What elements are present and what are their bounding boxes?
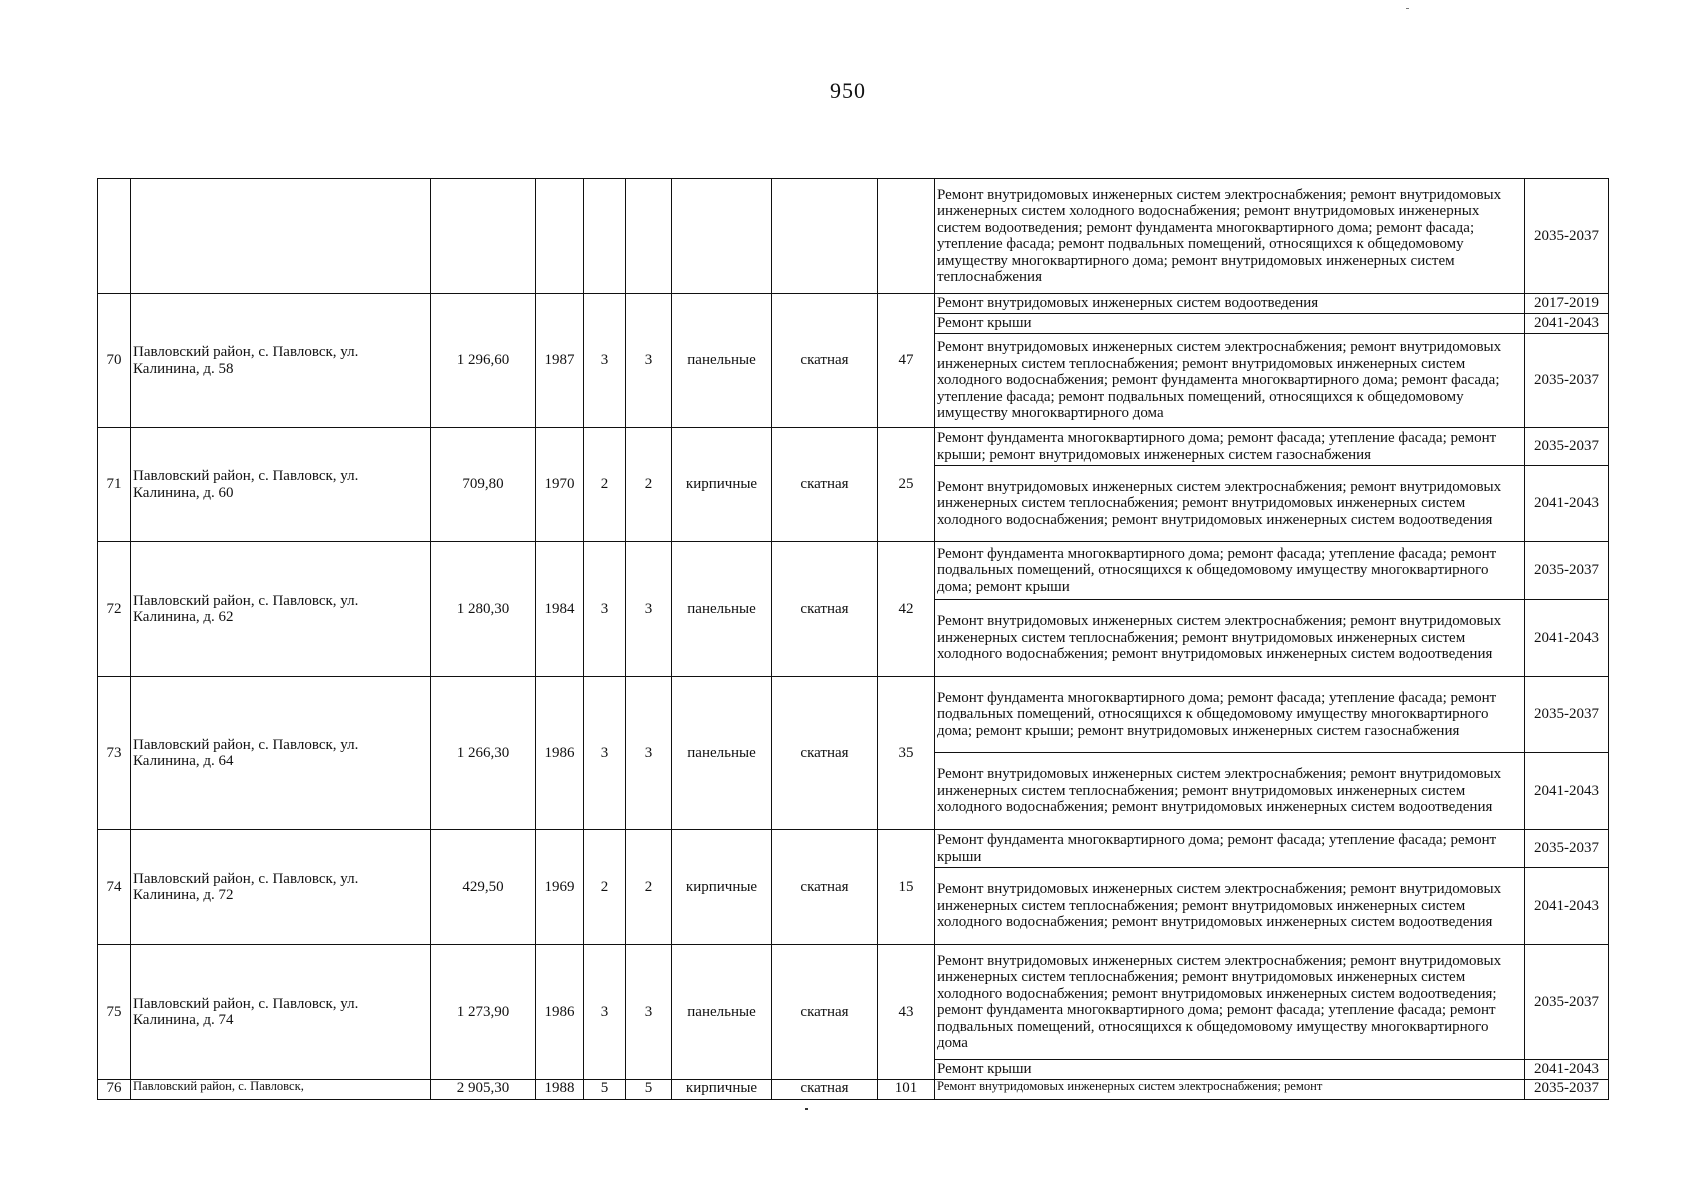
roof-type-cell: скатная <box>772 677 878 830</box>
work-description-cell: Ремонт фундамента многоквартирного дома; ремонт фасада; утепление фасада; ремонт крыши; ремонт внутридомовых инженерных систем газоснабжения <box>935 428 1525 466</box>
wall-material-cell: панельные <box>672 945 772 1080</box>
work-period-cell: 2035-2037 <box>1525 677 1609 753</box>
apartments-count-cell: 42 <box>878 542 935 677</box>
wall-material-cell: кирпичные <box>672 1080 772 1100</box>
total-area-cell: 2 905,30 <box>431 1080 536 1100</box>
total-area-cell <box>431 179 536 294</box>
work-period-cell: 2035-2037 <box>1525 428 1609 466</box>
total-area-cell: 1 273,90 <box>431 945 536 1080</box>
work-period-cell: 2035-2037 <box>1525 334 1609 428</box>
wall-material-cell <box>672 179 772 294</box>
row-number-cell: 70 <box>98 294 131 428</box>
row-number-cell: 71 <box>98 428 131 542</box>
address-cell: Павловский район, с. Павловск, ул. Калинина, д. 72 <box>131 830 431 945</box>
table-row <box>98 677 1609 753</box>
work-period-cell: 2041-2043 <box>1525 1060 1609 1080</box>
table-row <box>98 1080 1609 1100</box>
apartments-count-cell: 101 <box>878 1080 935 1100</box>
roof-type-cell <box>772 179 878 294</box>
scan-speck <box>805 1108 808 1110</box>
table-row <box>98 179 1609 294</box>
work-period-cell: 2017-2019 <box>1525 294 1609 314</box>
wall-material-cell: кирпичные <box>672 830 772 945</box>
wall-material-cell: панельные <box>672 542 772 677</box>
row-number-cell: 74 <box>98 830 131 945</box>
table-row <box>98 542 1609 600</box>
work-description-cell: Ремонт внутридомовых инженерных систем электроснабжения; ремонт <box>935 1080 1525 1100</box>
work-description-cell: Ремонт крыши <box>935 314 1525 334</box>
floors-count-cell: 5 <box>584 1080 626 1100</box>
work-period-cell: 2041-2043 <box>1525 868 1609 945</box>
work-description-cell: Ремонт крыши <box>935 1060 1525 1080</box>
page-number: 950 <box>830 78 866 103</box>
row-number-cell: 73 <box>98 677 131 830</box>
entrances-count-cell: 5 <box>626 1080 672 1100</box>
roof-type-cell: скатная <box>772 945 878 1080</box>
work-period-cell: 2041-2043 <box>1525 466 1609 542</box>
address-cell: Павловский район, с. Павловск, ул. Калинина, д. 64 <box>131 677 431 830</box>
work-description-cell: Ремонт внутридомовых инженерных систем электроснабжения; ремонт внутридомовых инженерных систем теплоснабжения; ремонт внутридомовых инженерных систем холодного водоснабжения; ремонт внутридомовых инженерных систем водоотведения <box>935 868 1525 945</box>
apartments-count-cell: 43 <box>878 945 935 1080</box>
work-period-cell: 2035-2037 <box>1525 945 1609 1060</box>
apartments-count-cell: 35 <box>878 677 935 830</box>
floors-count-cell: 3 <box>584 542 626 677</box>
work-description-cell: Ремонт внутридомовых инженерных систем водоотведения <box>935 294 1525 314</box>
table-row <box>98 294 1609 314</box>
work-period-cell: 2035-2037 <box>1525 1080 1609 1100</box>
work-period-cell: 2035-2037 <box>1525 179 1609 294</box>
repair-schedule-table <box>97 178 1609 1100</box>
entrances-count-cell: 3 <box>626 294 672 428</box>
apartments-count-cell: 25 <box>878 428 935 542</box>
work-period-cell: 2035-2037 <box>1525 830 1609 868</box>
apartments-count-cell: 15 <box>878 830 935 945</box>
address-cell: Павловский район, с. Павловск, ул. Калинина, д. 58 <box>131 294 431 428</box>
address-cell: Павловский район, с. Павловск, ул. Калинина, д. 74 <box>131 945 431 1080</box>
scan-speck <box>1406 8 1409 9</box>
address-cell: Павловский район, с. Павловск, <box>131 1080 431 1100</box>
entrances-count-cell: 3 <box>626 945 672 1080</box>
floors-count-cell: 3 <box>584 677 626 830</box>
roof-type-cell: скатная <box>772 428 878 542</box>
table-row <box>98 945 1609 1060</box>
floors-count-cell: 3 <box>584 945 626 1080</box>
roof-type-cell: скатная <box>772 1080 878 1100</box>
work-description-cell: Ремонт внутридомовых инженерных систем электроснабжения; ремонт внутридомовых инженерных систем теплоснабжения; ремонт внутридомовых инженерных систем холодного водоснабжения; ремонт внутридомовых инженерных систем водоотведения <box>935 753 1525 830</box>
entrances-count-cell: 2 <box>626 830 672 945</box>
roof-type-cell: скатная <box>772 542 878 677</box>
work-period-cell: 2041-2043 <box>1525 753 1609 830</box>
work-period-cell: 2041-2043 <box>1525 314 1609 334</box>
entrances-count-cell <box>626 179 672 294</box>
entrances-count-cell: 3 <box>626 542 672 677</box>
build-year-cell: 1986 <box>536 945 584 1080</box>
total-area-cell: 1 280,30 <box>431 542 536 677</box>
wall-material-cell: панельные <box>672 294 772 428</box>
row-number-cell: 76 <box>98 1080 131 1100</box>
work-description-cell: Ремонт внутридомовых инженерных систем электроснабжения; ремонт внутридомовых инженерных систем теплоснабжения; ремонт внутридомовых инженерных систем холодного водоснабжения; ремонт внутридомовых инженерных систем водоотведения <box>935 600 1525 677</box>
work-description-cell: Ремонт внутридомовых инженерных систем электроснабжения; ремонт внутридомовых инженерных систем теплоснабжения; ремонт внутридомовых инженерных систем холодного водоснабжения; ремонт внутридомовых инженерных систем водоотведения; ремонт фундамента многоквартирного дома; ремонт фасада; утепление фасада; ремонт подвальных помещений, относящихся к общедомовому имуществу многоквартирного дома <box>935 945 1525 1060</box>
work-period-cell: 2035-2037 <box>1525 542 1609 600</box>
table-row <box>98 830 1609 868</box>
table-row <box>98 428 1609 466</box>
total-area-cell: 709,80 <box>431 428 536 542</box>
row-number-cell <box>98 179 131 294</box>
floors-count-cell: 2 <box>584 830 626 945</box>
build-year-cell: 1969 <box>536 830 584 945</box>
address-cell: Павловский район, с. Павловск, ул. Калинина, д. 60 <box>131 428 431 542</box>
work-description-cell: Ремонт внутридомовых инженерных систем электроснабжения; ремонт внутридомовых инженерных систем холодного водоснабжения; ремонт внутридомовых инженерных систем водоотведения; ремонт фундамента многоквартирного дома; ремонт фасада; утепление фасада; ремонт подвальных помещений, относящихся к общедомовому имуществу многоквартирного дома; ремонт внутридомовых инженерных систем теплоснабжения <box>935 179 1525 294</box>
work-description-cell: Ремонт внутридомовых инженерных систем электроснабжения; ремонт внутридомовых инженерных систем теплоснабжения; ремонт внутридомовых инженерных систем холодного водоснабжения; ремонт внутридомовых инженерных систем водоотведения <box>935 466 1525 542</box>
build-year-cell <box>536 179 584 294</box>
work-period-cell: 2041-2043 <box>1525 600 1609 677</box>
build-year-cell: 1987 <box>536 294 584 428</box>
floors-count-cell: 3 <box>584 294 626 428</box>
apartments-count-cell: 47 <box>878 294 935 428</box>
build-year-cell: 1988 <box>536 1080 584 1100</box>
total-area-cell: 1 266,30 <box>431 677 536 830</box>
work-description-cell: Ремонт внутридомовых инженерных систем электроснабжения; ремонт внутридомовых инженерных систем теплоснабжения; ремонт внутридомовых инженерных систем холодного водоснабжения; ремонт фундамента многоквартирного дома; ремонт фасада; утепление фасада; ремонт подвальных помещений, относящихся к общедомовому имуществу многоквартирного дома <box>935 334 1525 428</box>
build-year-cell: 1984 <box>536 542 584 677</box>
address-cell: Павловский район, с. Павловск, ул. Калинина, д. 62 <box>131 542 431 677</box>
entrances-count-cell: 3 <box>626 677 672 830</box>
build-year-cell: 1986 <box>536 677 584 830</box>
floors-count-cell <box>584 179 626 294</box>
build-year-cell: 1970 <box>536 428 584 542</box>
total-area-cell: 1 296,60 <box>431 294 536 428</box>
total-area-cell: 429,50 <box>431 830 536 945</box>
floors-count-cell: 2 <box>584 428 626 542</box>
row-number-cell: 72 <box>98 542 131 677</box>
apartments-count-cell <box>878 179 935 294</box>
work-description-cell: Ремонт фундамента многоквартирного дома; ремонт фасада; утепление фасада; ремонт подвальных помещений, относящихся к общедомовому имуществу многоквартирного дома; ремонт крыши; ремонт внутридомовых инженерных систем газоснабжения <box>935 677 1525 753</box>
work-description-cell: Ремонт фундамента многоквартирного дома; ремонт фасада; утепление фасада; ремонт подвальных помещений, относящихся к общедомовому имуществу многоквартирного дома; ремонт крыши <box>935 542 1525 600</box>
wall-material-cell: панельные <box>672 677 772 830</box>
wall-material-cell: кирпичные <box>672 428 772 542</box>
roof-type-cell: скатная <box>772 830 878 945</box>
work-description-cell: Ремонт фундамента многоквартирного дома; ремонт фасада; утепление фасада; ремонт крыши <box>935 830 1525 868</box>
address-cell <box>131 179 431 294</box>
roof-type-cell: скатная <box>772 294 878 428</box>
row-number-cell: 75 <box>98 945 131 1080</box>
entrances-count-cell: 2 <box>626 428 672 542</box>
